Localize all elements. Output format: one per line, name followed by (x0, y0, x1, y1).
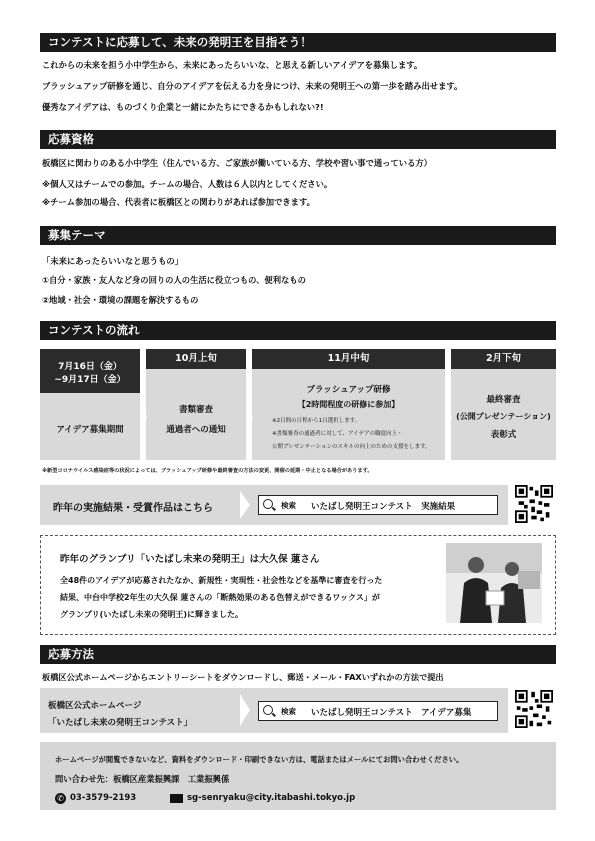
stage-1-body (40, 393, 140, 460)
apply-hp-2: 「いたばし未来の発明王コンテスト」 (48, 718, 193, 728)
results-search-box[interactable] (258, 495, 498, 515)
intro-line-2: ブラッシュアップ研修を通じ、自分のアイデアを伝える力を身につけ、未来の発明王への第一歩を踏み出せます。 (42, 81, 463, 91)
theme-line-1: 「未来にあったらいいなと思うもの」 (42, 256, 183, 266)
results-banner-arrow-icon (240, 491, 250, 519)
theme-line-3: ②地域・社会・環境の課題を解決するもの (42, 295, 199, 305)
results-search-text: いたばし発明王コンテスト 実施結果 (311, 502, 456, 512)
apply-banner-arrow-icon (240, 694, 250, 726)
theme-header: 募集テーマ (40, 226, 556, 245)
apply-hp-1: 板橋区公式ホームページ (48, 701, 142, 711)
stage-3-note-3: 公開プレゼンテーションのスキルの向上のための支援をします。 (272, 444, 431, 450)
stage-4-body-line-1: 最終審査 (486, 395, 521, 405)
qr-code-icon (515, 690, 553, 728)
grandprix-title: 昨年のグランプリ「いたばし未来の発明王」は大久保 蓮さん (60, 554, 320, 565)
stage-3-note-1: ※2日間の日程から1日選択します。 (272, 418, 361, 424)
arrow-icon (445, 405, 452, 429)
apply-search-box[interactable] (258, 701, 498, 721)
stage-3-body-line-1: ブラッシュアップ研修 (306, 385, 391, 395)
apply-line: 板橋区公式ホームページからエントリーシートをダウンロードし、郵送・メール・FAXいずれかの方法で提出 (42, 672, 444, 682)
eligibility-line-2: ※個人又はチームでの参加。チームの場合、人数は６人以内としてください。 (42, 179, 333, 189)
apply-search-text: いたばし発明王コンテスト アイデア募集 (311, 708, 472, 718)
stage-4-body-line-3: 表彰式 (490, 430, 517, 440)
stage-3-body (252, 369, 445, 460)
grandprix-line-2: 結果、中台中学校2年生の大久保 蓮さんの「断熱効果のある色替えができるワックス」が (60, 593, 380, 602)
contact-email[interactable]: sg-senryaku@city.itabashi.tokyo.jp (187, 793, 356, 803)
phone-icon: ✆ (55, 793, 66, 804)
stage-3-note-2: ※書類審査の通過者に対して、アイデアの職度向上・ (272, 431, 403, 437)
intro-line-3: 優秀なアイデアは、ものづくり企業と一緒にかたちにできるかもしれない?! (42, 102, 324, 112)
apply-search-tag: 検索 (281, 707, 296, 716)
stage-2-period: 10月上旬 (146, 349, 246, 369)
apply-header: 応募方法 (40, 645, 556, 664)
stage-4-body-line-2: (公開プレゼンテーション) (456, 412, 551, 421)
stage-4-period: 2月下旬 (451, 349, 556, 369)
eligibility-header: 応募資格 (40, 130, 556, 149)
eligibility-line-3: ※チーム参加の場合、代表者に板橋区との関わりがあれば参加できます。 (42, 197, 315, 207)
grandprix-line-1: 全48件のアイデアが応募されたなか、新規性・実現性・社会性などを基準に審査を行った (60, 576, 383, 585)
eligibility-line-1: 板橋区に関わりのある小中学生（住んでいる方、ご家族が働いている方、学校や習い事で通っている方） (42, 158, 432, 168)
arrow-icon (246, 405, 253, 429)
magnifier-handle-icon (272, 507, 276, 511)
contact-phone[interactable]: 03-3579-2193 (70, 793, 137, 803)
mail-icon (170, 794, 183, 803)
theme-line-2: ①自分・家族・友人など身の回りの人の生活に役立つもの、便利なもの (42, 275, 306, 285)
stage-4-body (451, 369, 556, 460)
stage-2-body-line-2: 通過者への通知 (166, 425, 226, 435)
stage-2-body-line-1: 書類審査 (178, 405, 213, 415)
winner-photo (446, 543, 542, 623)
qr-code-icon (515, 485, 553, 523)
stage-1-period-line-1: 7月16日（金） (58, 362, 122, 372)
flow-header: コンテストの流れ (40, 321, 556, 340)
stage-3-body-line-2: 【2時間程度の研修に参加】 (297, 400, 400, 409)
grandprix-line-3: グランプリ(いたばし未来の発明王)に輝きました。 (60, 610, 243, 619)
contact-line-2: 問い合わせ先：板橋区産業振興課 工業振興係 (55, 774, 230, 784)
arrow-icon (140, 405, 147, 429)
stage-2-body (146, 369, 246, 460)
stage-1-period-line-2: ~9月17日（金） (54, 375, 126, 385)
flow-note: ※新型コロナウイルス感染症等の状況によっては、ブラッシュアップ研修や最終審査の方法の変更、開催の延期・中止となる場合があります。 (42, 468, 373, 474)
results-search-tag: 検索 (281, 501, 296, 510)
intro-line-1: これからの未来を担う小中学生から、未来にあったらいいな、と思える新しいアイデアを募集します。 (42, 60, 423, 70)
intro-header: コンテストに応募して、未来の発明王を目指そう！ (40, 33, 556, 52)
stage-1-body-line-1: アイデア募集期間 (56, 425, 124, 435)
contact-line-1: ホームページが閲覧できないなど、資料をダウンロード・印刷できない方は、電話またはメールにてお問い合わせください。 (55, 755, 464, 764)
stage-1-period (40, 349, 140, 393)
magnifier-handle-icon (272, 713, 276, 717)
stage-3-period: 11月中旬 (252, 349, 445, 369)
results-label: 昨年の実施結果・受賞作品はこちら (53, 503, 213, 514)
